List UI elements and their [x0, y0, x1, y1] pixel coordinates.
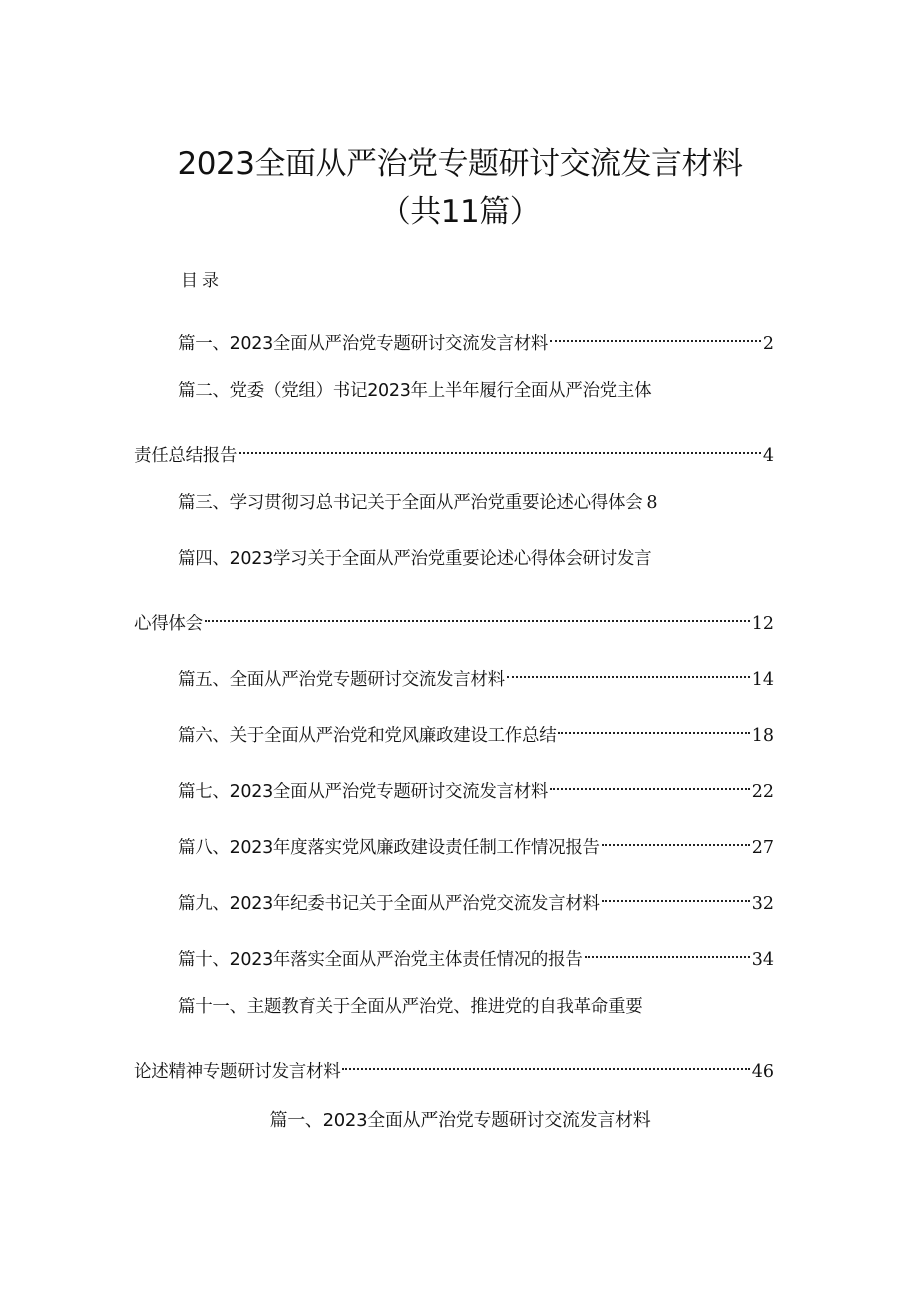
toc-entry-page: 27 [751, 838, 774, 858]
toc-entry-title: 责任总结报告 [134, 446, 238, 466]
toc-entry[interactable] [178, 545, 774, 573]
toc-entry-page: 22 [751, 782, 774, 802]
toc-entry[interactable] [178, 321, 774, 354]
toc-entry-page: 14 [751, 670, 774, 690]
toc-entry[interactable] [178, 881, 774, 914]
document-title: 2023全面从严治党专题研讨交流发言材料 [177, 146, 743, 182]
toc-entry-title: 篇十、2023年落实全面从严治党主体责任情况的报告 [178, 950, 583, 970]
toc-entry-title: 篇十一、主题教育关于全面从严治党、推进党的自我革命重要 [178, 997, 643, 1017]
toc-leader-dots [585, 937, 750, 965]
toc-entry-page: 18 [751, 726, 774, 746]
toc-label: 目录 [181, 271, 223, 291]
toc-entry-title: 篇四、2023学习关于全面从严治党重要论述心得体会研讨发言 [178, 549, 652, 569]
toc-leader-dots [342, 1049, 749, 1077]
toc-entry[interactable] [178, 489, 774, 517]
toc-leader-dots [602, 825, 750, 853]
toc-entry-page: 12 [751, 614, 774, 634]
toc-leader-dots [550, 769, 750, 797]
toc-leader-dots [558, 713, 749, 741]
toc-entry-title: 心得体会 [134, 614, 203, 634]
toc-entry-title: 篇五、全面从严治党专题研讨交流发言材料 [178, 670, 505, 690]
toc-entry[interactable] [178, 769, 774, 802]
toc-entry-page: 32 [751, 894, 774, 914]
toc-leader-dots [602, 881, 750, 909]
toc-entry-title: 篇九、2023年纪委书记关于全面从严治党交流发言材料 [178, 894, 600, 914]
toc-leader-dots [239, 433, 761, 461]
toc-entry-title: 论述精神专题研讨发言材料 [134, 1062, 341, 1082]
toc-entry-page: 46 [751, 1062, 774, 1082]
toc-leader-dots [205, 601, 750, 629]
toc-entry[interactable] [178, 937, 774, 970]
toc-entry[interactable] [178, 825, 774, 858]
toc-leader-dots [550, 321, 761, 349]
toc-entry[interactable] [178, 377, 774, 405]
toc-entry-title: 篇三、学习贯彻习总书记关于全面从严治党重要论述心得体会 [178, 493, 643, 513]
toc-entry[interactable] [178, 713, 774, 746]
toc-entry-title: 篇七、2023全面从严治党专题研讨交流发言材料 [178, 782, 549, 802]
toc-entry-page: 34 [751, 950, 774, 970]
document-subtitle: （共11篇） [379, 194, 541, 230]
toc-leader-dots [507, 657, 750, 685]
toc-entry-page: 2 [762, 334, 774, 354]
toc-entry-continuation[interactable] [134, 1049, 774, 1082]
toc-entry-page: 8 [646, 493, 658, 513]
toc-entry-continuation[interactable] [134, 601, 774, 634]
toc-entry-continuation[interactable] [134, 433, 774, 466]
toc-entry-title: 篇一、2023全面从严治党专题研讨交流发言材料 [178, 334, 549, 354]
toc-entry-title: 篇二、党委（党组）书记2023年上半年履行全面从严治党主体 [178, 381, 652, 401]
toc-entry[interactable] [178, 993, 774, 1021]
section-heading: 篇一、2023全面从严治党专题研讨交流发言材料 [269, 1110, 651, 1131]
toc-entry[interactable] [178, 657, 774, 690]
toc-entry-title: 篇六、关于全面从严治党和党风廉政建设工作总结 [178, 726, 557, 746]
toc-entry-page: 4 [762, 446, 774, 466]
toc-entry-title: 篇八、2023年度落实党风廉政建设责任制工作情况报告 [178, 838, 600, 858]
